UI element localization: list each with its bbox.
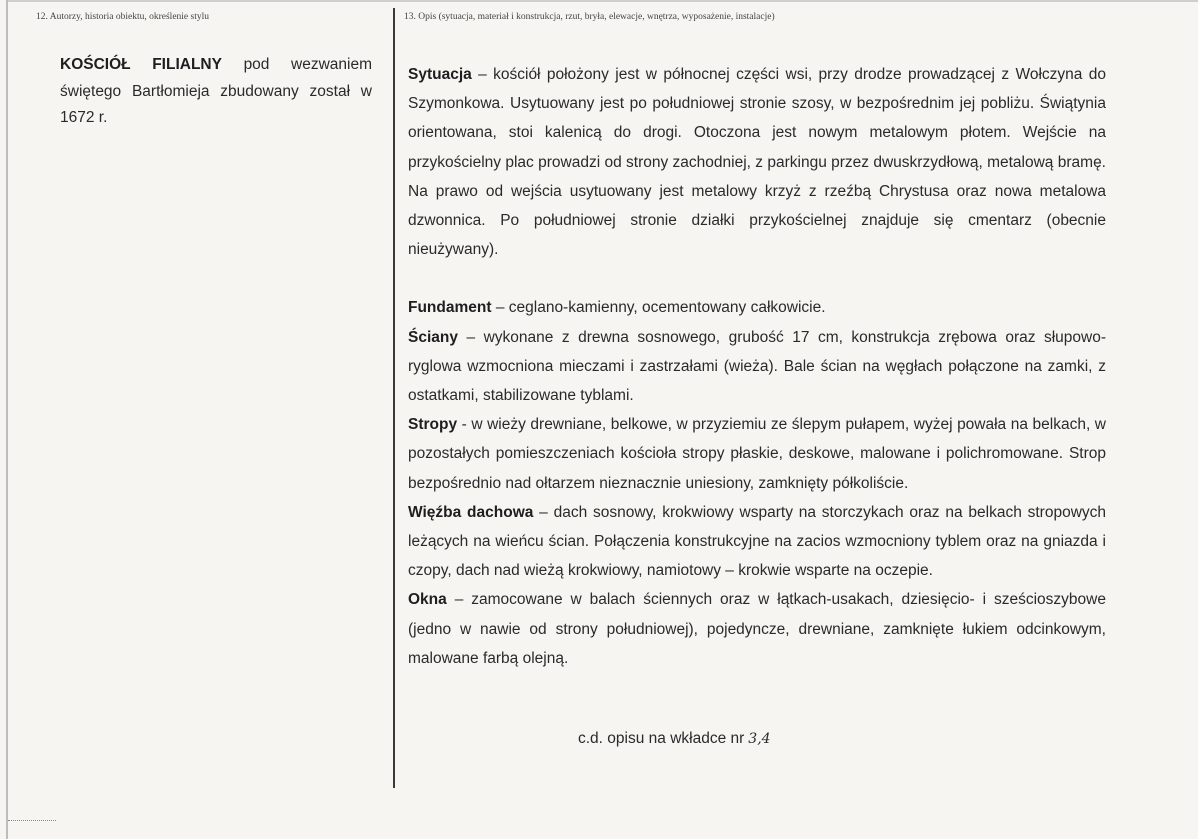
ceilings-text: - w wieży drewniane, belkowe, w przyziemiu ze ślepym pułapem, wyżej powała na belkach, w pozostałych pomieszczeniach kościoła stropy płaskie, deskowe, malowane i polichromowane. Strop bezpośrednio nad ołtarzem nieznacznie uniesiony, zamknięty półkoliście. <box>408 416 1106 492</box>
roof-paragraph <box>408 498 1106 586</box>
continuation-text: c.d. opisu na wkładce nr <box>578 730 745 747</box>
history-lead: KOŚCIÓŁ FILIALNY <box>60 56 222 73</box>
page-left-border <box>6 0 8 839</box>
history-paragraph <box>60 52 372 132</box>
foundation-text: – ceglano-kamienny, ocementowany całkowicie. <box>491 299 826 317</box>
foundation-paragraph <box>408 293 1106 322</box>
roof-label: Więźba dachowa <box>408 503 534 521</box>
roof-text: – dach sosnowy, krokwiowy wsparty na storczykach oraz na belkach stropowych leżących na wieńcu ścian. Połączenia konstrukcyjne na zacios wzmocniony tyblem oraz na gniazda i czopy, dach nad wieżą krokwiowy, namiotowy – krokwie wsparte na oczepie. <box>408 503 1107 580</box>
page-top-border <box>6 0 1198 2</box>
corner-mark <box>8 820 56 823</box>
situation-paragraph <box>408 60 1106 264</box>
windows-text: – zamocowane w balach ściennych oraz w łątkach-usakach, dziesięcio- i sześcioszybowe (jedno w nawie od strony południowej), pojedyncze, drewniane, zamknięte łukiem odcinkowym, malowane farbą olejną. <box>408 591 1106 667</box>
section-13-header: 13. Opis (sytuacja, materiał i konstrukcja, rzut, bryła, elewacje, wnętrza, wyposażenie, instalacje) <box>404 12 775 22</box>
ceilings-paragraph <box>408 410 1106 498</box>
history-text: pod wezwaniem świętego Bartłomieja zbudowany został w 1672 r. <box>60 56 372 126</box>
continuation-note <box>578 730 771 748</box>
walls-text: – wykonane z drewna sosnowego, grubość 17 cm, konstrukcja zrębowa oraz słupowo-ryglowa wzmocniona mieczami i zastrzałami (wieża). Bale ścian na węgłach połączone na zamki, z ostatkami, stabilizowane tyblami. <box>408 328 1106 405</box>
continuation-handwritten-number: 3,4 <box>748 731 771 747</box>
description-body <box>408 60 1106 673</box>
walls-paragraph <box>408 323 1106 411</box>
ceilings-label: Stropy <box>408 416 458 434</box>
windows-paragraph <box>408 585 1106 673</box>
windows-label: Okna <box>408 591 447 609</box>
situation-text: – kościół położony jest w północnej części wsi, przy drodze prowadzącej z Wołczyna do Szymonkowa. Usytuowany jest po południowej stronie szosy, w bezpośrednim jej pobliżu. Świątynia orientowana, stoi kalenicą do drogi. Otoczona jest nowym metalowym płotem. Wejście na przykościelny plac prowadzi od strony zachodniej, z parkingu przez dwuskrzydłową, metalową bramę. Na prawo od wejścia usytuowany jest metalowy krzyż z rzeźbą Chrystusa oraz nowa metalowa dzwonnica. Po południowej stronie działki przykościelnej znajduje się cmentarz (obecnie nieużywany). <box>408 66 1106 259</box>
foundation-label: Fundament <box>408 299 492 317</box>
column-divider <box>393 8 395 788</box>
section-12-header: 12. Autorzy, historia obiektu, określenie stylu <box>36 12 209 22</box>
walls-label: Ściany <box>408 328 458 346</box>
situation-label: Sytuacja <box>408 66 472 83</box>
